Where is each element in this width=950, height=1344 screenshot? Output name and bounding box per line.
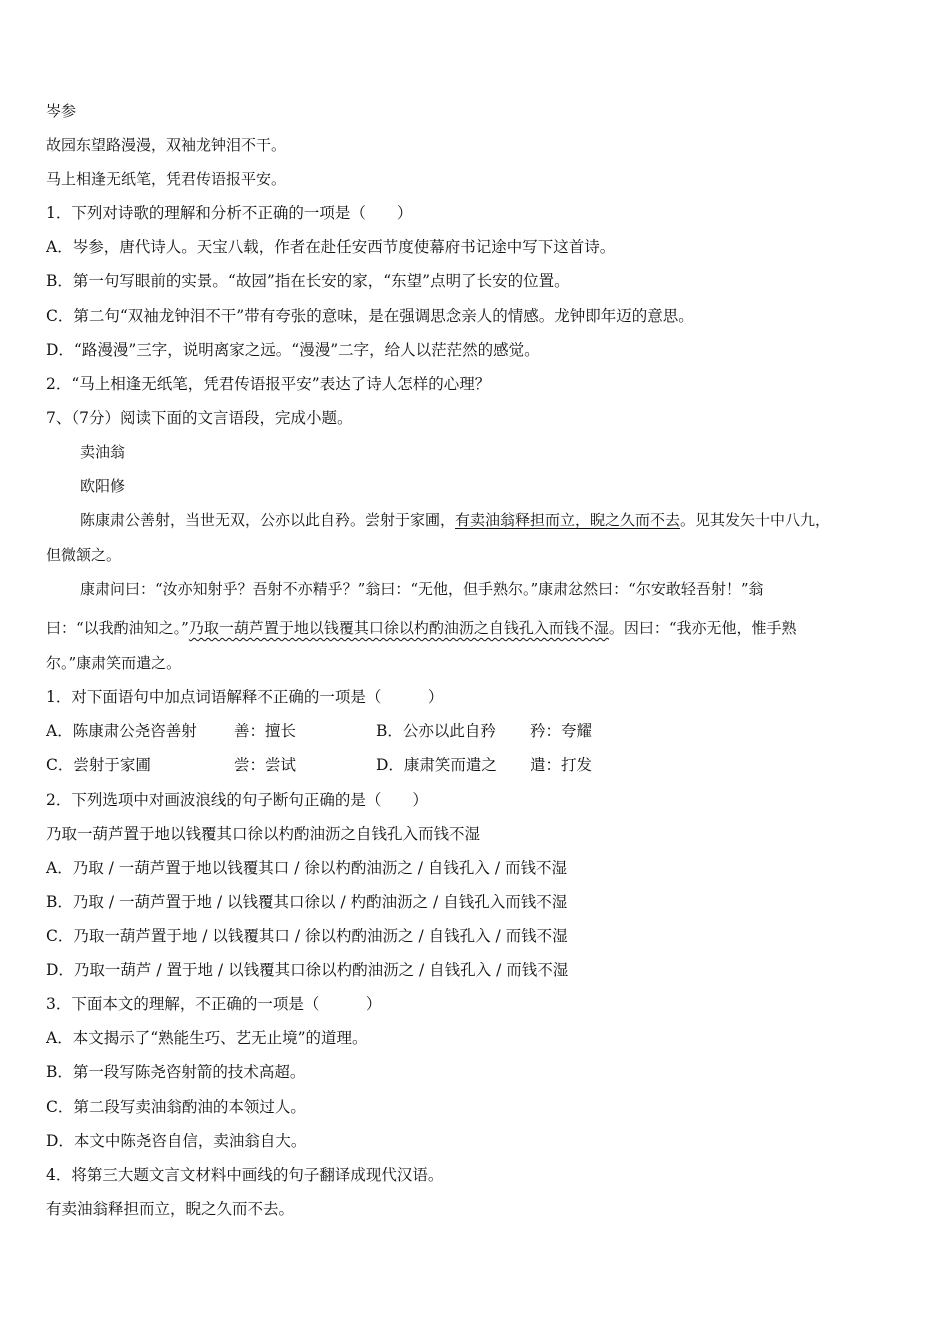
- passage-p2-wavy: 乃取一葫芦置于地以钱覆其口徐以杓酌油沥之自钱孔入而钱不湿: [188, 619, 609, 637]
- passage-p1-line1: [80, 510, 830, 530]
- s7-q2-option-c: C．乃取一葫芦置于地 / 以钱覆其口 / 徐以杓酌油沥之 / 自钱孔入 / 而钱不湿: [46, 927, 568, 945]
- s7-q1-row-ab: [46, 721, 906, 741]
- s7-q1-option-a: A．陈康肃公尧咨善射: [46, 722, 197, 740]
- poem-q1-option-b: B．第一句写眼前的实景。“故园”指在长安的家，“东望”点明了长安的位置。: [46, 272, 570, 290]
- s7-q1-stem: 1．对下面语句中加点词语解释不正确的一项是（ ）: [46, 688, 444, 706]
- s7-q2-option-d: D．乃取一葫芦 / 置于地 / 以钱覆其口徐以杓酌油沥之 / 自钱孔入 / 而钱不湿: [46, 961, 569, 979]
- s7-q4-stem: 4．将第三大题文言文材料中画线的句子翻译成现代汉语。: [46, 1166, 444, 1184]
- s7-q3-option-d: D．本文中陈尧咨自信，卖油翁自大。: [46, 1132, 307, 1150]
- s7-q3-option-a: A．本文揭示了“熟能生巧、艺无止境”的道理。: [46, 1029, 368, 1047]
- s7-q2-sentence: 乃取一葫芦置于地以钱覆其口徐以杓酌油沥之自钱孔入而钱不湿: [46, 825, 481, 843]
- s7-q3-stem: 3．下面本文的理解，不正确的一项是（ ）: [46, 995, 382, 1013]
- passage-p1-before: 陈康肃公善射，当世无双，公亦以此自矜。尝射于家圃，: [80, 511, 456, 529]
- poem-q1-option-d: D．“路漫漫”三字，说明离家之远。“漫漫”二字，给人以茫茫然的感觉。: [46, 341, 540, 359]
- s7-q1-gloss-b: 矜：夸耀: [530, 722, 593, 740]
- s7-q4-sentence: 有卖油翁释担而立，睨之久而不去。: [46, 1200, 295, 1218]
- passage-p1-line2: 但微颔之。: [46, 546, 122, 564]
- s7-q1-gloss-c: 尝：尝试: [234, 756, 297, 774]
- passage-p1-underlined: 有卖油翁释担而立，睨之久而不去: [455, 511, 681, 529]
- passage-title: 卖油翁: [80, 443, 126, 461]
- s7-q1-gloss-a: 善：擅长: [234, 722, 297, 740]
- s7-q1-gloss-d: 遣：打发: [530, 756, 593, 774]
- passage-p2-line1: 康肃问曰：“汝亦知射乎？吾射不亦精乎？”翁曰：“无他，但手熟尔。”康肃忿然曰：“尔安敢轻吾射！”翁: [80, 580, 764, 598]
- poem-author: 岑参: [46, 102, 77, 120]
- s7-q1-row-cd: [46, 755, 906, 775]
- passage-p2-line3: 尔。”康肃笑而遣之。: [46, 654, 182, 672]
- s7-q1-option-c: C．尝射于家圃: [46, 756, 151, 774]
- s7-q2-option-b: B．乃取 / 一葫芦置于地 / 以钱覆其口徐以 / 杓酌油沥之 / 自钱孔入而钱不湿: [46, 893, 568, 911]
- poem-q1-option-a: A．岑参，唐代诗人。天宝八载，作者在赴任安西节度使幕府书记途中写下这首诗。: [46, 238, 616, 256]
- passage-p2-after: 。因曰：“我亦无他，惟手熟: [608, 619, 797, 637]
- passage-p2-line2: [46, 618, 797, 638]
- s7-q3-option-c: C．第二段写卖油翁酌油的本领过人。: [46, 1098, 306, 1116]
- poem-line-1: 故园东望路漫漫，双袖龙钟泪不干。: [46, 136, 287, 154]
- poem-q1-stem: 1．下列对诗歌的理解和分析不正确的一项是（ ）: [46, 204, 413, 222]
- passage-p2-before: 曰：“以我酌油知之。”: [46, 619, 189, 637]
- poem-line-2: 马上相逢无纸笔，凭君传语报平安。: [46, 170, 287, 188]
- poem-q2-stem: 2．“马上相逢无纸笔，凭君传语报平安”表达了诗人怎样的心理？: [46, 375, 491, 393]
- s7-q2-option-a: A．乃取 / 一葫芦置于地以钱覆其口 / 徐以杓酌油沥之 / 自钱孔入 / 而钱不湿: [46, 859, 568, 877]
- passage-p1-after: 。见其发矢十中八九，: [680, 511, 831, 529]
- s7-q3-option-b: B．第一段写陈尧咨射箭的技术高超。: [46, 1063, 306, 1081]
- s7-q1-option-b: B．公亦以此自矜: [376, 722, 496, 740]
- section7-heading: 7、（7分）阅读下面的文言语段，完成小题。: [46, 409, 353, 427]
- s7-q2-stem: 2．下列选项中对画波浪线的句子断句正确的是（ ）: [46, 791, 428, 809]
- s7-q1-option-d: D．康肃笑而遣之: [376, 756, 497, 774]
- passage-author: 欧阳修: [80, 477, 126, 495]
- poem-q1-option-c: C．第二句“双袖龙钟泪不干”带有夸张的意味，是在强调思念亲人的情感。龙钟即年迈的意思。: [46, 307, 694, 325]
